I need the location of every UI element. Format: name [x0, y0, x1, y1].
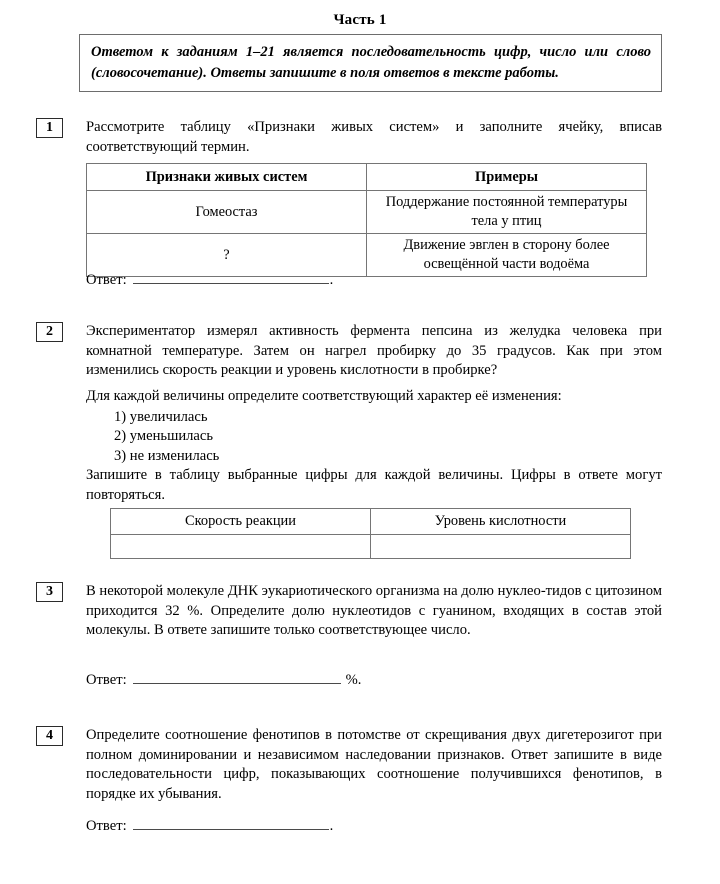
answer-suffix: .	[329, 272, 334, 288]
table-row	[111, 509, 631, 535]
table-header-cell: Уровень кислотности	[371, 509, 631, 535]
task-2-prompt: Экспериментатор измерял активность фермента пепсина из желудка человека при комнатной температуре. Затем он нагрел пробирку до 35 градусов. Как при этом изменились скорость реакции и уровень кислотности в пробирке?	[86, 323, 662, 379]
page-title: Часть 1	[333, 12, 387, 28]
table-cell: Движение эвглен в сторону более освещённой части водоёма	[367, 234, 647, 277]
option-item[interactable]: 2) уменьшилась	[114, 428, 214, 445]
answer-suffix: .	[329, 818, 334, 834]
table-header-cell: Признаки живых систем	[87, 164, 367, 191]
task-3-number: 3	[36, 582, 63, 602]
answer-label: Ответ:	[86, 672, 127, 688]
answer-suffix: %.	[345, 672, 362, 688]
task-2-options	[86, 408, 662, 467]
option-item[interactable]: 3) не изменилась	[114, 447, 220, 464]
instruction-text: Ответом к заданиям 1–21 является последовательность цифр, число или слово (словосочетание). Ответы запишите в поля ответов в тексте работы.	[91, 44, 651, 81]
table-header-cell: Примеры	[367, 164, 647, 191]
task-2-prompt-3: Запишите в таблицу выбранные цифры для каждой величины. Цифры в ответе могут повторяться.	[86, 467, 662, 503]
task-1-number: 1	[36, 118, 63, 138]
table-cell: Гомеостаз	[87, 191, 367, 234]
table-cell-answer-blank[interactable]	[371, 535, 631, 559]
task-3	[0, 582, 720, 641]
answer-label: Ответ:	[86, 818, 127, 834]
task-2-table	[110, 508, 631, 559]
task-4-answer-row	[86, 816, 333, 835]
task-1-answer-row	[86, 270, 333, 289]
task-4-body	[86, 726, 662, 805]
instruction-box	[79, 34, 662, 92]
task-2-number: 2	[36, 322, 63, 342]
task-2-table-wrap	[110, 508, 631, 559]
task-3-prompt: В некоторой молекуле ДНК эукариотического организма на долю нуклео-тидов с цитозином приходится 32 %. Определите долю нуклеотидов с гуанином, входящих в состав этой молекулы. В ответе запишите только соответствующее число.	[86, 583, 662, 639]
option-item[interactable]: 1) увеличилась	[114, 408, 208, 425]
task-3-body	[86, 582, 662, 641]
table-row	[111, 535, 631, 559]
table-cell: Поддержание постоянной температуры тела у птиц	[367, 191, 647, 234]
task-4-number: 4	[36, 726, 63, 746]
table-cell-answer-blank[interactable]: ?	[87, 234, 367, 277]
answer-input[interactable]	[133, 816, 329, 830]
table-row	[87, 164, 647, 191]
task-4	[0, 726, 720, 805]
table-cell-answer-blank[interactable]	[111, 535, 371, 559]
task-2	[0, 322, 720, 506]
task-1-prompt: Рассмотрите таблицу «Признаки живых систем» и заполните ячейку, вписав соответствующий термин.	[86, 119, 662, 155]
task-4-prompt: Определите соотношение фенотипов в потомстве от скрещивания двух дигетерозигот при полном доминировании и независимом наследовании признаков. Ответ запишите в виде последовательности цифр, показывающих соотношение получившихся фенотипов, в порядке их убывания.	[86, 727, 662, 802]
task-1-table-wrap	[86, 163, 647, 277]
answer-label: Ответ:	[86, 272, 127, 288]
task-3-answer-row	[86, 670, 361, 689]
answer-input[interactable]	[133, 270, 329, 284]
task-2-prompt-2: Для каждой величины определите соответствующий характер её изменения:	[86, 387, 562, 404]
task-1-table	[86, 163, 647, 277]
task-2-body	[86, 322, 662, 506]
table-header-cell: Скорость реакции	[111, 509, 371, 535]
task-1	[0, 118, 720, 157]
answer-input[interactable]	[133, 670, 341, 684]
table-row	[87, 191, 647, 234]
task-1-body	[86, 118, 662, 157]
